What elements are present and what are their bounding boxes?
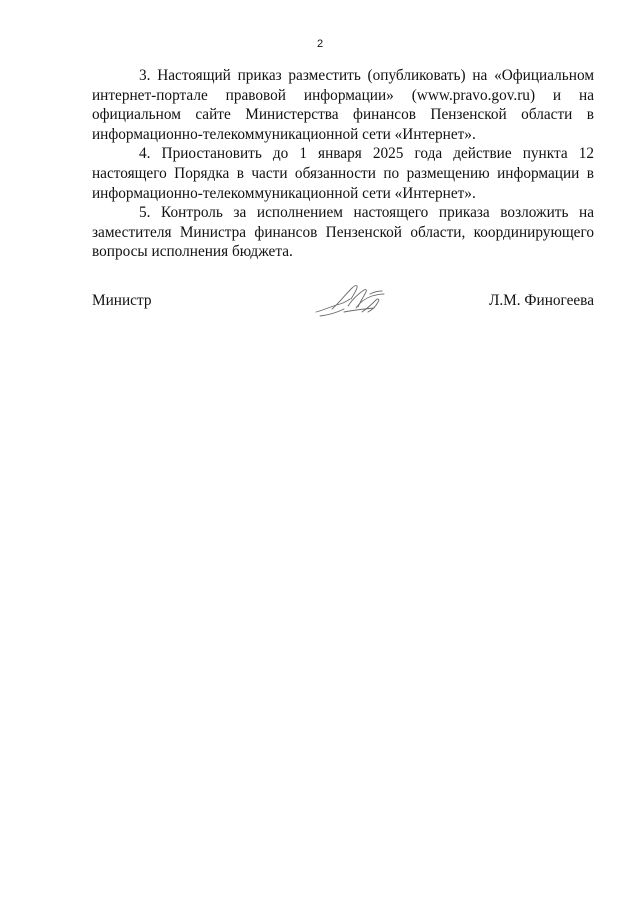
page-number: 2 — [316, 38, 324, 50]
signatory-position: Министр — [92, 292, 152, 309]
document-body — [92, 66, 594, 262]
signatory-name: Л.М. Финогеева — [488, 292, 594, 309]
paragraph-5: 5. Контроль за исполнением настоящего приказа возложить на заместителя Министра финансов Пензенской области, координирующего вопросы исполнения бюджета. — [92, 204, 594, 261]
paragraph-4: 4. Приостановить до 1 января 2025 года действие пункта 12 настоящего Порядка в части обязанности по размещению информации в информационно-телекоммуникационной сети «Интернет». — [92, 145, 594, 202]
signature-block — [92, 288, 594, 328]
paragraph-3: 3. Настоящий приказ разместить (опубликовать) на «Официальном интернет-портале правовой информации» (www.pravo.gov.ru) и на официальном сайте Министерства финансов Пензенской области в информационно-телекоммуникационной сети «Интернет». — [92, 67, 594, 143]
handwritten-signature — [314, 282, 394, 324]
